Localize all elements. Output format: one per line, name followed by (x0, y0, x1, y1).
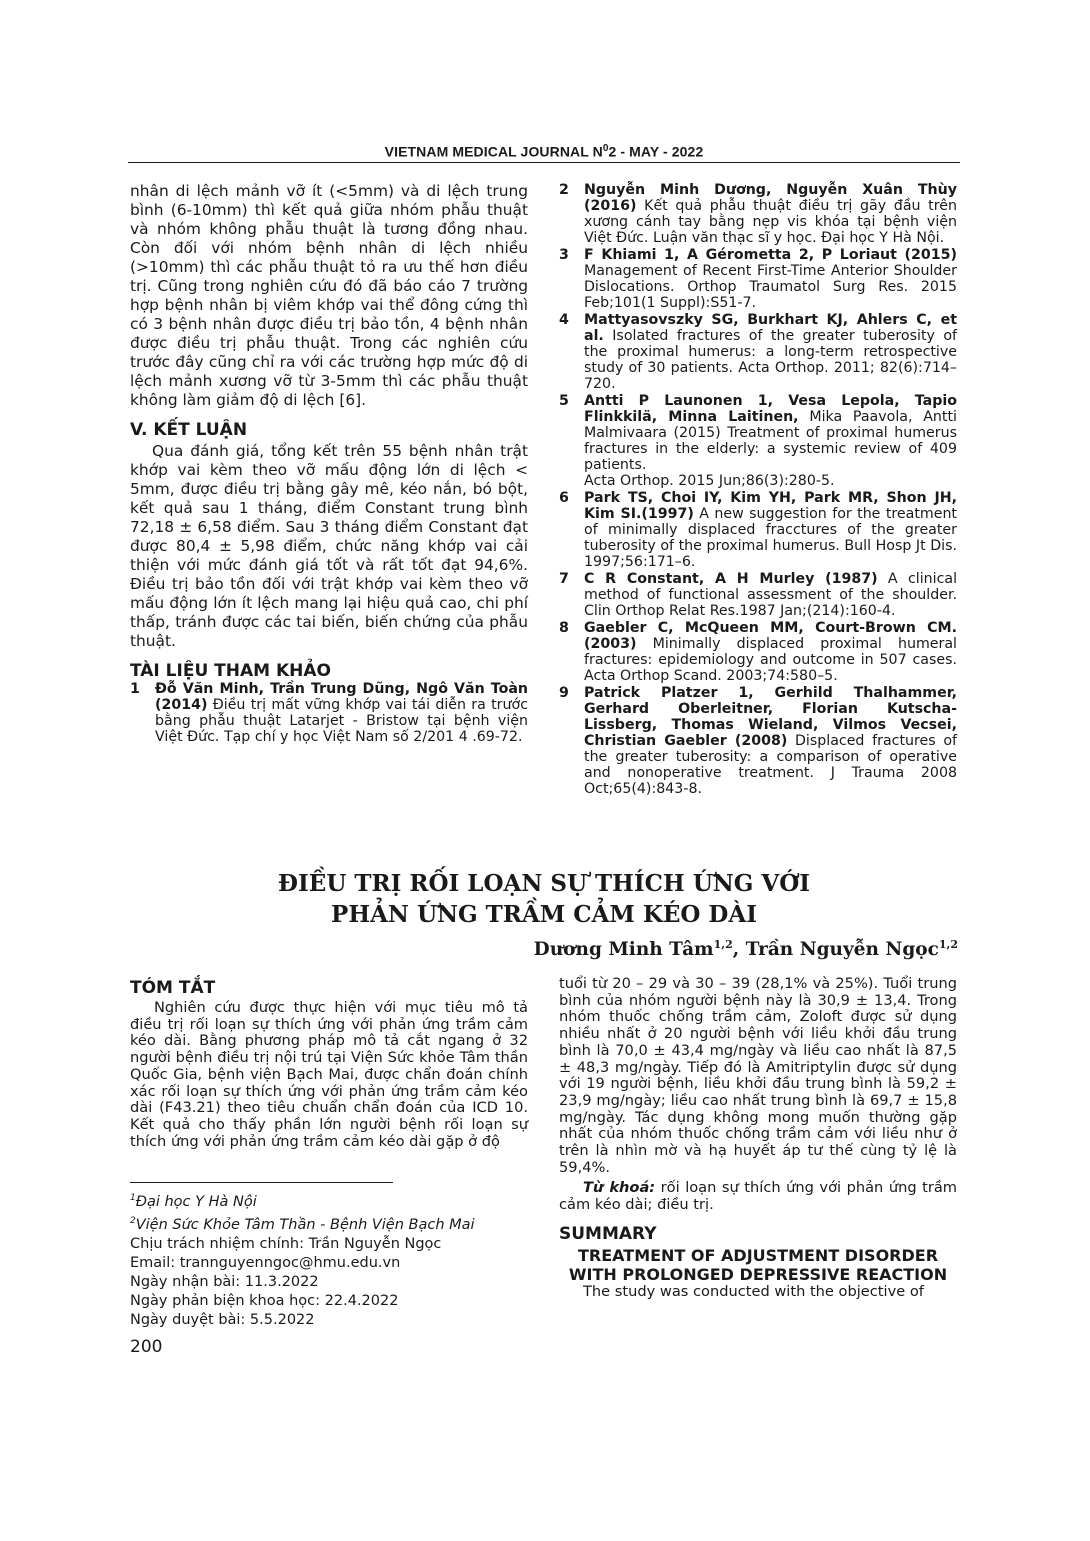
conclusion-heading: V. KẾT LUẬN (130, 420, 248, 440)
running-header: VIETNAM MEDICAL JOURNAL $N^02$ - MAY - 2022 (384, 143, 704, 160)
reference-text: Kết quả phẫu thuật điều trị gãy đầu trên xương cánh tay bằng nẹp vis khóa tại bệnh viện Việt Đức. Luận văn thạc sĩ y học. Đại học Y Hà Nội. (584, 198, 957, 246)
reference-item (559, 685, 957, 797)
summary-title (559, 1246, 957, 1284)
page-number: 200 (130, 1337, 163, 1357)
abstract-heading: TÓM TẮT (130, 978, 216, 998)
keywords (559, 1180, 957, 1213)
reference-authors: Gaebler C, McQueen MM, Court-Brown CM.(2003) (584, 620, 957, 652)
keywords-label: Từ khoá: (583, 1179, 656, 1197)
abstract-left (130, 978, 528, 1150)
reference-authors: Nguyễn Minh Dương, Nguyễn Xuân Thùy (2016) (584, 182, 957, 214)
summary-title-line-2: WITH PROLONGED DEPRESSIVE REACTION (568, 1264, 948, 1284)
author-name: Trần Nguyễn Ngọc (745, 939, 939, 961)
reference-number: 1 (130, 681, 140, 697)
reference-number: 5 (559, 393, 569, 409)
discussion-continuation: nhân di lệch mảnh vỡ ít (<5mm) và di lệch trung bình (6-10mm) thì kết quả giữa nhóm phẫu thuật và nhóm không phẫu thuật là tương đồng nhau. Còn đối với nhóm bệnh nhân di lệch nhiều (>10mm) thì các phẫu thuật tỏ ra ưu thế hơn điều trị. Cũng trong nghiên cứu đó đã báo cáo 7 trường hợp bệnh nhân bị viêm khớp vai thể đông cứng thì có 3 bệnh nhân được điều trị bảo tồn, 4 bệnh nhân được điều trị phẫu thuật. Trong các nghiên cứu trước đây cũng chỉ ra với các trường hợp mức độ di lệch mảnh xương vỡ từ 3-5mm thì các phẫu thuật không làm giảm độ di lệch [6]. (130, 182, 528, 409)
author-name: Dương Minh Tâm (533, 939, 714, 961)
footnote-rule (130, 1182, 393, 1183)
article-title-line-1: ĐIỀU TRỊ RỐI LOẠN SỰ THÍCH ỨNG VỚI (277, 870, 811, 897)
reference-number: 2 (559, 182, 569, 198)
reference-item (559, 620, 957, 684)
corresponding-author: Chịu trách nhiệm chính: Trần Nguyễn Ngọc (130, 1235, 442, 1252)
reference-item (559, 490, 957, 570)
reference-number: 6 (559, 490, 569, 506)
header-rule (128, 162, 960, 163)
abstract-text-continued: tuổi từ 20 – 29 và 30 – 39 (28,1% và 25%). Tuổi trung bình của nhóm người bệnh này là 30,9 ± 13,4. Trong nhóm thuốc chống trầm cảm, Zoloft được sử dụng nhiều nhất ở 20 người bệnh với liều khởi đầu trung bình là 70,0 ± 43,4 mg/ngày và liều cao nhất là 87,5 ± 48,3 mg/ngày. Tiếp đó là Amitriptylin được sử dụng với 19 người bệnh, liều khởi đầu trung bình là 59,2 ± 23,9 mg/ngày; liều cao nhất trung bình là 69,7 ± 15,8 mg/ngày. Tác dụng không mong muốn thường gặp nhất của nhóm thuốc chống trầm cảm với liều như ở trên là nhìn mờ và hạ huyết áp tư thế cùng tỷ lệ là 59,4%. (559, 975, 957, 1176)
reference-text: Minimally displaced proximal humeral fractures: epidemiology and outcome in 507 cases. Acta Orthop Scand. 2003;74:580–5. (584, 636, 957, 684)
reference-text: A new suggestion for the treatment of minimally displaced fracctures of the greater tuberosity of the proximal humerus. Bull Hosp Jt Dis. 1997;56:171–6. (584, 506, 957, 570)
reference-item (559, 312, 957, 392)
email: Email: trannguyenngoc@hmu.edu.vn (130, 1254, 401, 1271)
reference-item (559, 182, 957, 246)
article-authors (534, 938, 958, 960)
reference-authors: Antti P Launonen 1, Vesa Lepola, Tapio Flinkkilä, Minna Laitinen, (584, 393, 957, 425)
reference-text: Isolated fractures of the greater tuberosity of the proximal humerus: a long-term retrospective study of 30 patients. Acta Orthop. 2011; 82(6):714–720. (584, 328, 957, 392)
abstract-text: Nghiên cứu được thực hiện với mục tiêu mô tả điều trị rối loạn sự thích ứng với phản ứng trầm cảm kéo dài. Bằng phương pháp mô tả cắt ngang ở 32 người bệnh điều trị nội trú tại Viện Sức khỏe Tâm thần Quốc Gia, bệnh viện Bạch Mai, được chẩn đoán chính xác rối loạn sự thích ứng với phản ứng trầm cảm kéo dài (F43.21) theo tiêu chuẩn chẩn đoán của ICD 10. Kết quả cho thấy phần lớn người bệnh rối loạn sự thích ứng với phản ứng trầm cảm kéo dài gặp ở độ (130, 999, 528, 1150)
reference-item (559, 571, 957, 619)
right-column-references (559, 182, 957, 798)
reference-item (559, 393, 957, 489)
references-heading: TÀI LIỆU THAM KHẢO (130, 661, 331, 681)
article-title-line-2: PHẢN ỨNG TRẦM CẢM KÉO DÀI (331, 901, 757, 928)
affiliation-2: $^2$Viện Sức Khỏe Tâm Thần - Bệnh Viện Bạch Mai (130, 1215, 475, 1233)
reference-number: 8 (559, 620, 569, 636)
footnotes (130, 1189, 528, 1330)
date-reviewed: Ngày phản biện khoa học: 22.4.2022 (130, 1292, 399, 1309)
reference-list-left (130, 681, 528, 745)
reference-authors: Đỗ Văn Minh, Trần Trung Dũng, Ngô Văn Toàn (2014) (155, 681, 528, 713)
reference-text: Điều trị mất vững khớp vai tái diễn ra trước bằng phẫu thuật Latarjet - Bristow tại bệnh viện Việt Đức. Tạp chí y học Việt Nam số 2/201 4 .69-72. (155, 697, 528, 745)
reference-text: Management of Recent First-Time Anterior Shoulder Dislocations. Orthop Traumatol Surg Res. 2015 Feb;101(1 Suppl):S51-7. (584, 263, 957, 311)
reference-number: 3 (559, 247, 569, 263)
summary-title-line-1: TREATMENT OF ADJUSTMENT DISORDER (577, 1245, 939, 1265)
reference-list-right (559, 182, 957, 797)
reference-text: A clinical method of functional assessment of the shoulder. Clin Orthop Relat Res.1987 Jan;(214):160-4. (584, 571, 958, 619)
reference-authors: C R Constant, A H Murley (1987) (584, 571, 878, 587)
conclusion-text: Qua đánh giá, tổng kết trên 55 bệnh nhân trật khớp vai kèm theo vỡ mấu động lớn di lệch < 5mm, được điều trị bằng gây mê, kéo nắn, bó bột, kết quả sau 1 tháng, điểm Constant trung bình 72,18 ± 6,58 điểm. Sau 3 tháng điểm Constant đạt được 80,4 ± 5,98 điểm, chức năng khớp vai cải thiện với mức đánh giá tốt và rất tốt đạt 94,6%. Điều trị bảo tồn đối với trật khớp vai kèm theo vỡ mấu động lớn ít lệch mang lại hiệu quả cao, chi phí thấp, tránh được các tai biến, biến chứng của phẫu thuật. (130, 442, 528, 650)
reference-text: Displaced fractures of the greater tuberosity: a comparison of operative and nonoperative treatment. J Trauma 2008 Oct;65(4):843-8. (584, 733, 957, 797)
author-separator: , (732, 939, 746, 961)
date-received: Ngày nhận bài: 11.3.2022 (130, 1273, 319, 1290)
article-title (128, 868, 960, 930)
author-affiliation: 1,2 (938, 938, 958, 951)
abstract-right (559, 976, 957, 1301)
reference-text: Mika Paavola, Antti Malmivaara (2015) Treatment of proximal humerus fractures in the elderly: a systemic review of 409 patients. (584, 409, 957, 473)
author-affiliation: 1,2 (713, 938, 733, 951)
reference-item (559, 247, 957, 311)
reference-authors: Patrick Platzer 1, Gerhild Thalhammer, Gerhard Oberleitner, Florian Kutscha-Lissberg, Thomas Wieland, Vilmos Vecsei, Christian Gaebler (2008) (584, 685, 957, 749)
summary-text: The study was conducted with the objective of (583, 1282, 924, 1300)
reference-authors: Park TS, Choi IY, Kim YH, Park MR, Shon JH, Kim SI.(1997) (584, 490, 957, 522)
reference-item (130, 681, 528, 745)
reference-number: 4 (559, 312, 569, 328)
reference-number: 9 (559, 685, 569, 701)
reference-number: 7 (559, 571, 569, 587)
summary-heading: SUMMARY (559, 1223, 657, 1244)
reference-extra: Acta Orthop. 2015 Jun;86(3):280-5. (584, 473, 835, 489)
left-column-top (130, 182, 528, 746)
reference-authors: F Khiami 1, A Gérometta 2, P Loriaut (2015) (584, 247, 957, 263)
affiliation-1: $^1$Đại học Y Hà Nội (130, 1193, 257, 1210)
date-accepted: Ngày duyệt bài: 5.5.2022 (130, 1311, 315, 1328)
keywords-text: rối loạn sự thích ứng với phản ứng trầm cảm kéo dài; điều trị. (559, 1179, 958, 1214)
reference-authors: Mattyasovszky SG, Burkhart KJ, Ahlers C, et al. (584, 312, 957, 344)
